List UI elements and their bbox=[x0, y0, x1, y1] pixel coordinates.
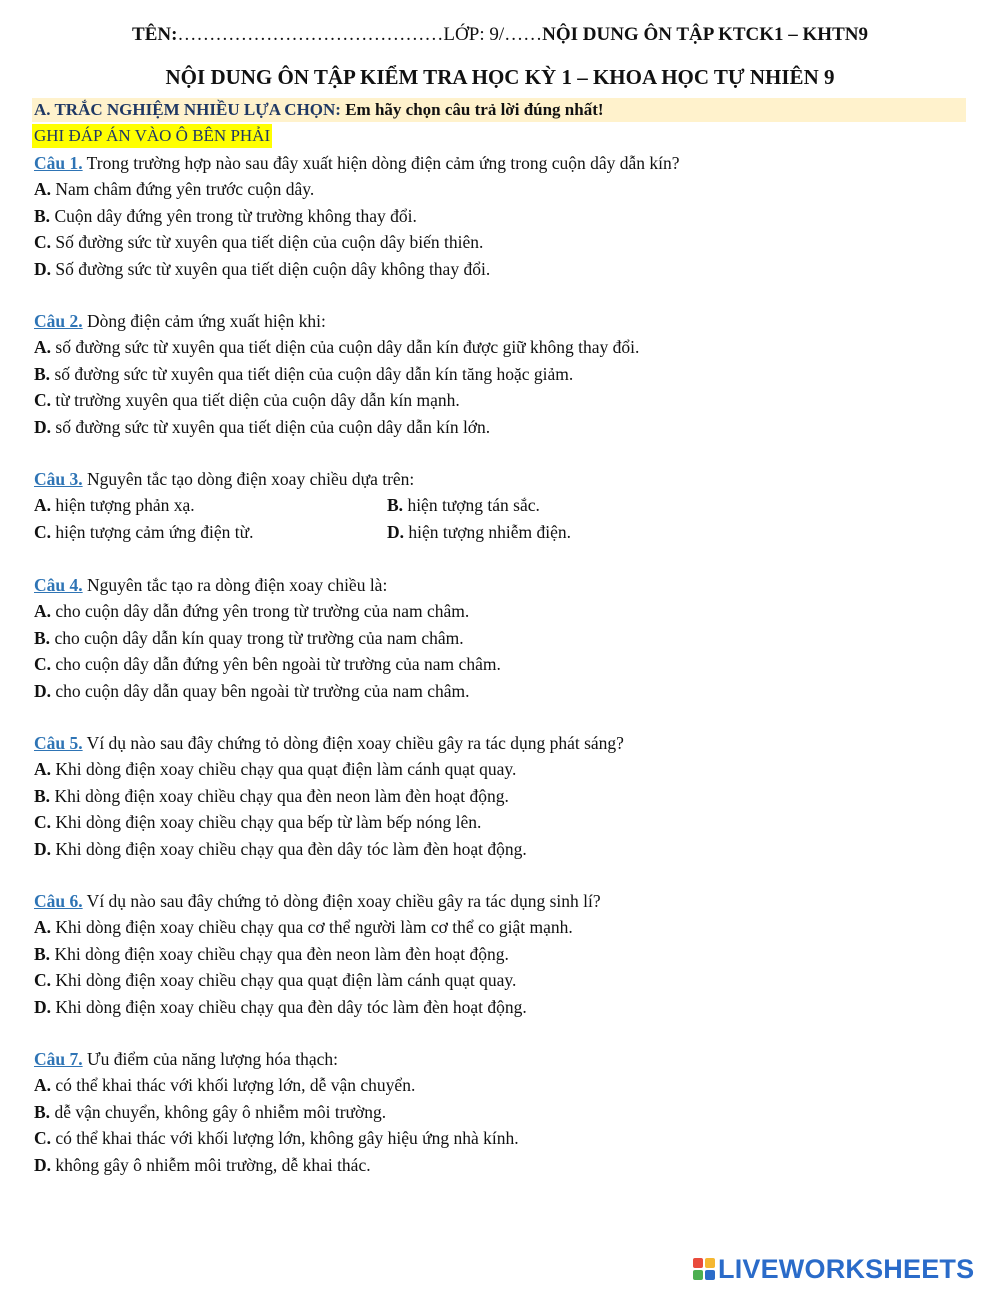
option-d: D. số đường sức từ xuyên qua tiết diện của cuộn dây dẫn kín lớn. bbox=[34, 416, 491, 437]
question-text: Nguyên tắc tạo ra dòng điện xoay chiều là: bbox=[82, 575, 388, 595]
liveworksheets-wordmark: LIVEWORKSHEETS bbox=[718, 1253, 975, 1284]
option-c: C. Khi dòng điện xoay chiều chạy qua quạt điện làm cánh quạt quay. bbox=[34, 970, 517, 991]
name-label: TÊN: bbox=[132, 24, 178, 45]
option-b: B. hiện tượng tán sắc. bbox=[387, 495, 540, 516]
option-d: D. không gây ô nhiễm môi trường, dễ khai thác. bbox=[34, 1154, 371, 1175]
answer-instruction: GHI ĐÁP ÁN VÀO Ô BÊN PHẢI bbox=[32, 124, 272, 148]
question-text: Ưu điểm của năng lượng hóa thạch: bbox=[82, 1049, 338, 1069]
question-text: Nguyên tắc tạo dòng điện xoay chiều dựa trên: bbox=[82, 469, 415, 489]
question-4 bbox=[34, 572, 974, 704]
question-label: Câu 5. bbox=[34, 733, 83, 753]
question-2 bbox=[34, 308, 974, 440]
liveworksheets-logo bbox=[693, 1252, 974, 1286]
option-c: C. Khi dòng điện xoay chiều chạy qua bếp từ làm bếp nóng lên. bbox=[34, 812, 482, 833]
option-a: A. Nam châm đứng yên trước cuộn dây. bbox=[34, 179, 315, 200]
question-7 bbox=[34, 1046, 974, 1178]
option-a: A. Khi dòng điện xoay chiều chạy qua quạt điện làm cánh quạt quay. bbox=[34, 759, 517, 780]
question-6 bbox=[34, 888, 974, 1020]
option-c: C. có thể khai thác với khối lượng lớn, không gây hiệu ứng nhà kính. bbox=[34, 1128, 519, 1149]
option-d: D. hiện tượng nhiễm điện. bbox=[387, 521, 571, 542]
question-text: Ví dụ nào sau đây chứng tỏ dòng điện xoay chiều gây ra tác dụng sinh lí? bbox=[82, 891, 601, 911]
question-5 bbox=[34, 730, 974, 862]
page-title: NỘI DUNG ÔN TẬP KIỂM TRA HỌC KỲ 1 – KHOA HỌC TỰ NHIÊN 9 bbox=[165, 65, 835, 89]
question-label: Câu 1. bbox=[34, 153, 83, 173]
option-a: A. hiện tượng phản xạ. bbox=[34, 495, 195, 516]
option-b: B. số đường sức từ xuyên qua tiết diện của cuộn dây dẫn kín tăng hoặc giảm. bbox=[34, 363, 574, 384]
question-label: Câu 4. bbox=[34, 575, 83, 595]
question-1 bbox=[34, 150, 974, 282]
section-a-heading bbox=[32, 98, 966, 122]
option-d: D. Khi dòng điện xoay chiều chạy qua đèn dây tóc làm đèn hoạt động. bbox=[34, 838, 527, 859]
option-d: D. Khi dòng điện xoay chiều chạy qua đèn dây tóc làm đèn hoạt động. bbox=[34, 996, 527, 1017]
liveworksheets-logo-icon bbox=[693, 1258, 715, 1280]
option-c: C. cho cuộn dây dẫn đứng yên bên ngoài từ trường của nam châm. bbox=[34, 654, 501, 675]
question-text: Ví dụ nào sau đây chứng tỏ dòng điện xoay chiều gây ra tác dụng phát sáng? bbox=[82, 733, 624, 753]
option-b: B. Cuộn dây đứng yên trong từ trường không thay đổi. bbox=[34, 205, 417, 226]
option-d: D. Số đường sức từ xuyên qua tiết diện cuộn dây không thay đổi. bbox=[34, 258, 491, 279]
question-label: Câu 2. bbox=[34, 311, 83, 331]
question-text: Trong trường hợp nào sau đây xuất hiện dòng điện cảm ứng trong cuộn dây dẫn kín? bbox=[82, 153, 680, 173]
option-a: A. có thể khai thác với khối lượng lớn, dễ vận chuyển. bbox=[34, 1075, 416, 1096]
option-c: C. từ trường xuyên qua tiết diện của cuộn dây dẫn kín mạnh. bbox=[34, 390, 460, 411]
option-b: B. Khi dòng điện xoay chiều chạy qua đèn neon làm đèn hoạt động. bbox=[34, 785, 509, 806]
question-label: Câu 3. bbox=[34, 469, 83, 489]
class-label: LỚP: 9/…… bbox=[443, 24, 543, 45]
option-a: A. cho cuộn dây dẫn đứng yên trong từ trường của nam châm. bbox=[34, 601, 470, 622]
question-label: Câu 7. bbox=[34, 1049, 83, 1069]
section-a-label: A. TRẮC NGHIỆM NHIỀU LỰA CHỌN: bbox=[34, 100, 341, 119]
option-a: A. Khi dòng điện xoay chiều chạy qua cơ thể người làm cơ thể co giật mạnh. bbox=[34, 917, 573, 938]
option-a: A. số đường sức từ xuyên qua tiết diện của cuộn dây dẫn kín được giữ không thay đổi. bbox=[34, 337, 640, 358]
option-b: B. Khi dòng điện xoay chiều chạy qua đèn neon làm đèn hoạt động. bbox=[34, 943, 509, 964]
option-d: D. cho cuộn dây dẫn quay bên ngoài từ trường của nam châm. bbox=[34, 680, 470, 701]
header-line bbox=[0, 24, 1000, 46]
section-a-instruction: Em hãy chọn câu trả lời đúng nhất! bbox=[340, 100, 604, 119]
name-blank: …………………………………… bbox=[177, 24, 444, 45]
option-c: C. hiện tượng cảm ứng điện từ. bbox=[34, 521, 254, 542]
question-label: Câu 6. bbox=[34, 891, 83, 911]
option-c: C. Số đường sức từ xuyên qua tiết diện của cuộn dây biến thiên. bbox=[34, 232, 484, 253]
doc-code: NỘI DUNG ÔN TẬP KTCK1 – KHTN9 bbox=[542, 24, 868, 45]
option-b: B. cho cuộn dây dẫn kín quay trong từ trường của nam châm. bbox=[34, 627, 464, 648]
option-b: B. dễ vận chuyển, không gây ô nhiễm môi trường. bbox=[34, 1101, 387, 1122]
question-text: Dòng điện cảm ứng xuất hiện khi: bbox=[82, 311, 326, 331]
question-3 bbox=[34, 466, 974, 545]
